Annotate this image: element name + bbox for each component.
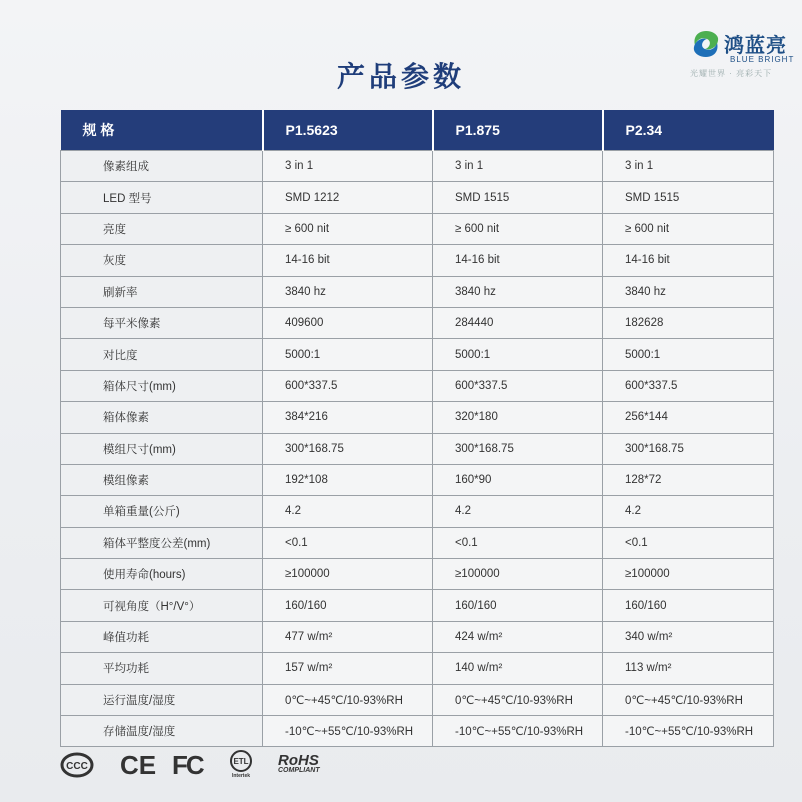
brand-name-en: BLUE BRIGHT bbox=[730, 55, 795, 64]
spec-value-cell: -10℃~+55℃/10-93%RH bbox=[603, 716, 774, 747]
certification-bar bbox=[60, 748, 380, 784]
spec-value-cell: 384*216 bbox=[263, 402, 433, 433]
spec-value-cell: 14-16 bit bbox=[603, 245, 774, 276]
spec-value-cell: SMD 1212 bbox=[263, 182, 433, 213]
spec-value-cell: 113 w/m² bbox=[603, 653, 774, 684]
spec-value-cell: 5000:1 bbox=[263, 339, 433, 370]
page-title: 产品参数 bbox=[336, 60, 465, 93]
header-model-1: P1.5623 bbox=[263, 110, 433, 151]
spec-table bbox=[60, 110, 774, 747]
table-row bbox=[61, 716, 774, 747]
spec-value-cell: 5000:1 bbox=[433, 339, 603, 370]
spec-value-cell: ≥100000 bbox=[263, 559, 433, 590]
spec-value-cell: 157 w/m² bbox=[263, 653, 433, 684]
spec-value-cell: 14-16 bit bbox=[263, 245, 433, 276]
header-spec: 规 格 bbox=[61, 110, 263, 151]
spec-label-cell: 模组像素 bbox=[61, 464, 263, 495]
table-row bbox=[61, 276, 774, 307]
spec-value-cell: 3840 hz bbox=[603, 276, 774, 307]
table-row bbox=[61, 307, 774, 338]
brand-name-cn: 鸿蓝亮 bbox=[724, 33, 787, 57]
spec-value-cell: ≥ 600 nit bbox=[603, 213, 774, 244]
etl-label: ETL bbox=[233, 757, 249, 766]
ce-mark-icon: CE bbox=[120, 750, 157, 780]
spec-value-cell: 4.2 bbox=[263, 496, 433, 527]
spec-label-cell: 运行温度/湿度 bbox=[61, 684, 263, 715]
spec-value-cell: 300*168.75 bbox=[603, 433, 774, 464]
ccc-mark-icon bbox=[60, 752, 94, 778]
spec-value-cell: 140 w/m² bbox=[433, 653, 603, 684]
spec-value-cell: 320*180 bbox=[433, 402, 603, 433]
spec-value-cell: 160/160 bbox=[263, 590, 433, 621]
spec-value-cell: 5000:1 bbox=[603, 339, 774, 370]
spec-value-cell: <0.1 bbox=[263, 527, 433, 558]
spec-label-cell: 亮度 bbox=[61, 213, 263, 244]
header-model-3: P2.34 bbox=[603, 110, 774, 151]
spec-value-cell: ≥ 600 nit bbox=[433, 213, 603, 244]
spec-value-cell: ≥ 600 nit bbox=[263, 213, 433, 244]
table-row bbox=[61, 182, 774, 213]
spec-value-cell: 160/160 bbox=[603, 590, 774, 621]
fc-mark-icon: FC bbox=[172, 750, 203, 780]
spec-value-cell: 0℃~+45℃/10-93%RH bbox=[433, 684, 603, 715]
spec-value-cell: -10℃~+55℃/10-93%RH bbox=[263, 716, 433, 747]
table-row bbox=[61, 151, 774, 182]
spec-value-cell: <0.1 bbox=[603, 527, 774, 558]
table-row bbox=[61, 496, 774, 527]
spec-value-cell: 409600 bbox=[263, 307, 433, 338]
table-row bbox=[61, 464, 774, 495]
spec-value-cell: 600*337.5 bbox=[263, 370, 433, 401]
etl-sub-label: Intertek bbox=[231, 773, 251, 778]
table-row bbox=[61, 621, 774, 652]
spec-value-cell: 600*337.5 bbox=[603, 370, 774, 401]
spec-value-cell: 160*90 bbox=[433, 464, 603, 495]
spec-label-cell: 刷新率 bbox=[61, 276, 263, 307]
table-row bbox=[61, 245, 774, 276]
spec-value-cell: 340 w/m² bbox=[603, 621, 774, 652]
table-row bbox=[61, 559, 774, 590]
spec-value-cell: 3 in 1 bbox=[603, 151, 774, 182]
spec-value-cell: 0℃~+45℃/10-93%RH bbox=[263, 684, 433, 715]
spec-value-cell: 4.2 bbox=[433, 496, 603, 527]
spec-value-cell: 3840 hz bbox=[433, 276, 603, 307]
spec-value-cell: 300*168.75 bbox=[433, 433, 603, 464]
spec-value-cell: 192*108 bbox=[263, 464, 433, 495]
spec-label-cell: 每平米像素 bbox=[61, 307, 263, 338]
spec-value-cell: <0.1 bbox=[433, 527, 603, 558]
spec-label-cell: 对比度 bbox=[61, 339, 263, 370]
spec-label-cell: LED 型号 bbox=[61, 182, 263, 213]
spec-table-header bbox=[61, 110, 774, 151]
spec-value-cell: 424 w/m² bbox=[433, 621, 603, 652]
rohs-mark-icon bbox=[278, 752, 320, 774]
table-row bbox=[61, 684, 774, 715]
brand-tagline: 光耀世界 · 亮彩天下 bbox=[690, 69, 773, 78]
spec-value-cell: 256*144 bbox=[603, 402, 774, 433]
spec-value-cell: ≥100000 bbox=[603, 559, 774, 590]
table-row bbox=[61, 527, 774, 558]
spec-label-cell: 模组尺寸(mm) bbox=[61, 433, 263, 464]
spec-label-cell: 存储温度/湿度 bbox=[61, 716, 263, 747]
table-row bbox=[61, 653, 774, 684]
etl-mark-icon bbox=[226, 748, 256, 778]
spec-label-cell: 单箱重量(公斤) bbox=[61, 496, 263, 527]
spec-value-cell: 477 w/m² bbox=[263, 621, 433, 652]
spec-value-cell: 3 in 1 bbox=[433, 151, 603, 182]
spec-value-cell: -10℃~+55℃/10-93%RH bbox=[433, 716, 603, 747]
rohs-label: RoHS bbox=[278, 752, 319, 769]
spec-label-cell: 像素组成 bbox=[61, 151, 263, 182]
spec-value-cell: SMD 1515 bbox=[603, 182, 774, 213]
spec-table-body bbox=[61, 151, 774, 747]
spec-label-cell: 使用寿命(hours) bbox=[61, 559, 263, 590]
rohs-sub-label: COMPLIANT bbox=[278, 767, 320, 774]
header-model-2: P1.875 bbox=[433, 110, 603, 151]
table-row bbox=[61, 339, 774, 370]
spec-label-cell: 灰度 bbox=[61, 245, 263, 276]
table-row bbox=[61, 590, 774, 621]
ccc-label: CCC bbox=[66, 761, 88, 772]
spec-value-cell: SMD 1515 bbox=[433, 182, 603, 213]
spec-value-cell: 300*168.75 bbox=[263, 433, 433, 464]
spec-label-cell: 箱体尺寸(mm) bbox=[61, 370, 263, 401]
spec-value-cell: 284440 bbox=[433, 307, 603, 338]
spec-label-cell: 峰值功耗 bbox=[61, 621, 263, 652]
table-row bbox=[61, 370, 774, 401]
table-row bbox=[61, 402, 774, 433]
spec-value-cell: 600*337.5 bbox=[433, 370, 603, 401]
table-row bbox=[61, 213, 774, 244]
spec-label-cell: 平均功耗 bbox=[61, 653, 263, 684]
spec-value-cell: 3 in 1 bbox=[263, 151, 433, 182]
spec-label-cell: 箱体像素 bbox=[61, 402, 263, 433]
spec-value-cell: ≥100000 bbox=[433, 559, 603, 590]
table-row bbox=[61, 433, 774, 464]
spec-label-cell: 可视角度（H°/V°） bbox=[61, 590, 263, 621]
spec-value-cell: 182628 bbox=[603, 307, 774, 338]
spec-value-cell: 3840 hz bbox=[263, 276, 433, 307]
spec-label-cell: 箱体平整度公差(mm) bbox=[61, 527, 263, 558]
spec-value-cell: 0℃~+45℃/10-93%RH bbox=[603, 684, 774, 715]
spec-value-cell: 128*72 bbox=[603, 464, 774, 495]
spec-value-cell: 160/160 bbox=[433, 590, 603, 621]
spec-value-cell: 14-16 bit bbox=[433, 245, 603, 276]
spec-value-cell: 4.2 bbox=[603, 496, 774, 527]
